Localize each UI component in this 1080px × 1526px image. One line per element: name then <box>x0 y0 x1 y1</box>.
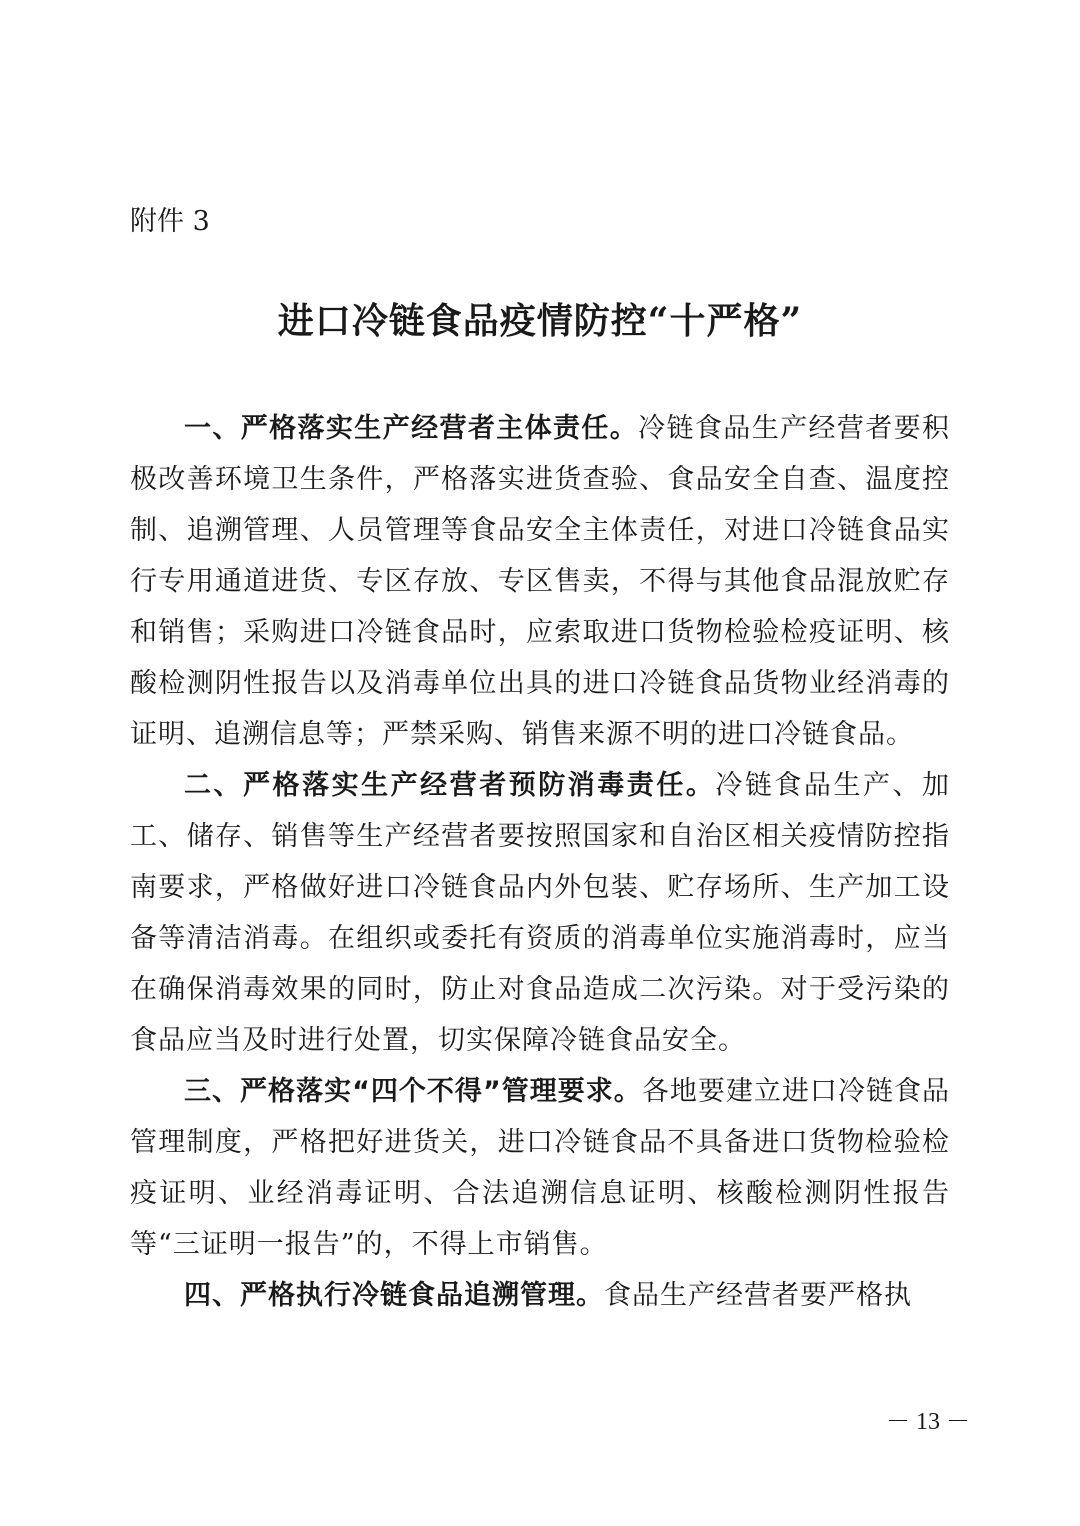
paragraph-text: 各地要建立进口冷链食品管理制度，严格把好进货关，进口冷链食品不具备进口货物检验检疫证明、业经消毒证明、合法追溯信息证明、核酸检测阴性报告等“三证明一报告”的，不得上市销售。 <box>130 1076 950 1260</box>
paragraph-heading: 三、严格落实“四个不得”管理要求。 <box>184 1076 642 1107</box>
paragraph-2 <box>130 760 950 1066</box>
paragraph-heading: 一、严格落实生产经营者主体责任。 <box>184 413 639 444</box>
attachment-label: 附件 3 <box>130 206 210 237</box>
document-title: 进口冷链食品疫情防控“十严格” <box>277 300 803 342</box>
document-body <box>130 403 950 1321</box>
paragraph-text: 冷链食品生产经营者要积极改善环境卫生条件，严格落实进货查验、食品安全自查、温度控制、追溯管理、人员管理等食品安全主体责任，对进口冷链食品实行专用通道进货、专区存放、专区售卖，不得与其他食品混放贮存和销售；采购进口冷链食品时，应索取进口货物检验检疫证明、核酸检测阴性报告以及消毒单位出具的进口冷链食品货物业经消毒的证明、追溯信息等；严禁采购、销售来源不明的进口冷链食品。 <box>130 413 951 750</box>
paragraph-text: 冷链食品生产、加工、储存、销售等生产经营者要按照国家和自治区相关疫情防控指南要求，严格做好进口冷链食品内外包装、贮存场所、生产加工设备等清洁消毒。在组织或委托有资质的消毒单位实施消毒时，应当在确保消毒效果的同时，防止对食品造成二次污染。对于受污染的食品应当及时进行处置，切实保障冷链食品安全。 <box>130 770 950 1056</box>
paragraph-heading: 二、严格落实生产经营者预防消毒责任。 <box>184 770 716 801</box>
paragraph-text: 食品生产经营者要严格执 <box>604 1280 912 1311</box>
paragraph-heading: 四、严格执行冷链食品追溯管理。 <box>184 1280 604 1311</box>
page-number: － 13 － <box>886 1409 970 1435</box>
paragraph-1 <box>130 403 950 760</box>
paragraph-3 <box>130 1066 950 1270</box>
paragraph-4 <box>130 1270 950 1321</box>
